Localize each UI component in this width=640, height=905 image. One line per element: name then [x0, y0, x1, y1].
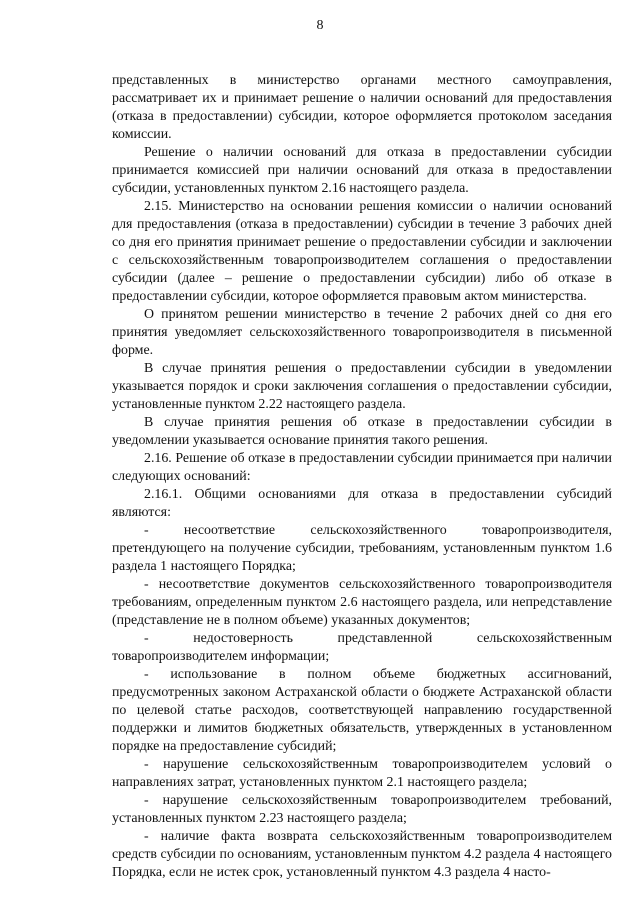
- list-item-2: - несоответствие документов сельскохозяйственного товаропроизводителя требованиям, определенным пунктом 2.6 настоящего раздела, или непредставление (представление не в полном объеме) указанных документов;: [112, 577, 612, 628]
- page-number: 8: [316, 18, 324, 33]
- list-item-4: - использование в полном объеме бюджетных ассигнований, предусмотренных законом Астраханской области о бюджете Астраханской области по целевой статье расходов, соответствующей направлению государственной поддержки и лимитов бюджетных обязательств, утвержденных в установленном порядке на предоставление субсидий;: [112, 667, 612, 754]
- list-item-5: - нарушение сельскохозяйственным товаропроизводителем условий о направлениях затрат, установленных пунктом 2.1 настоящего раздела;: [112, 757, 612, 790]
- paragraph-4: О принятом решении министерство в течение 2 рабочих дней со дня его принятия уведомляет сельскохозяйственного товаропроизводителя в письменной форме.: [112, 307, 612, 358]
- list-item-1: - несоответствие сельскохозяйственного товаропроизводителя, претендующего на получение субсидии, требованиям, установленным пунктом 1.6 раздела 1 настоящего Порядка;: [112, 523, 612, 574]
- list-item-6: - нарушение сельскохозяйственным товаропроизводителем требований, установленных пунктом 2.23 настоящего раздела;: [112, 793, 612, 826]
- body-text: [112, 72, 612, 882]
- paragraph-6: В случае принятия решения об отказе в предоставлении субсидии в уведомлении указывается основание принятия такого решения.: [112, 415, 612, 448]
- paragraph-3: 2.15. Министерство на основании решения комиссии о наличии оснований для предоставления (отказа в предоставлении) субсидии в течение 3 рабочих дней со дня его принятия принимает решение о предоставлении субсидии и заключении с сельскохозяйственным товаропроизводителем соглашения о предоставлении субсидии (далее – решение о предоставлении субсидии) либо об отказе в предоставлении субсидии, которое оформляется правовым актом министерства.: [112, 199, 612, 304]
- list-item-3: - недостоверность представленной сельскохозяйственным товаропроизводителем информации;: [112, 631, 612, 664]
- paragraph-1: представленных в министерство органами местного самоуправления, рассматривает их и принимает решение о наличии оснований для предоставления (отказа в предоставлении) субсидии, которое оформляется протоколом заседания комиссии.: [112, 73, 612, 142]
- list-item-7: - наличие факта возврата сельскохозяйственным товаропроизводителем средств субсидии по основаниям, установленным пунктом 4.2 раздела 4 настоящего Порядка, если не истек срок, установленный пунктом 4.3 раздела 4 насто-: [112, 829, 612, 880]
- paragraph-5: В случае принятия решения о предоставлении субсидии в уведомлении указывается порядок и сроки заключения соглашения о предоставлении субсидии, установленные пунктом 2.22 настоящего раздела.: [112, 361, 612, 412]
- paragraph-2: Решение о наличии оснований для отказа в предоставлении субсидии принимается комиссией при наличии оснований для отказа в предоставлении субсидии, установленных пунктом 2.16 настоящего раздела.: [112, 145, 612, 196]
- paragraph-7: 2.16. Решение об отказе в предоставлении субсидии принимается при наличии следующих оснований:: [112, 451, 612, 484]
- paragraph-8: 2.16.1. Общими основаниями для отказа в предоставлении субсидий являются:: [112, 487, 612, 520]
